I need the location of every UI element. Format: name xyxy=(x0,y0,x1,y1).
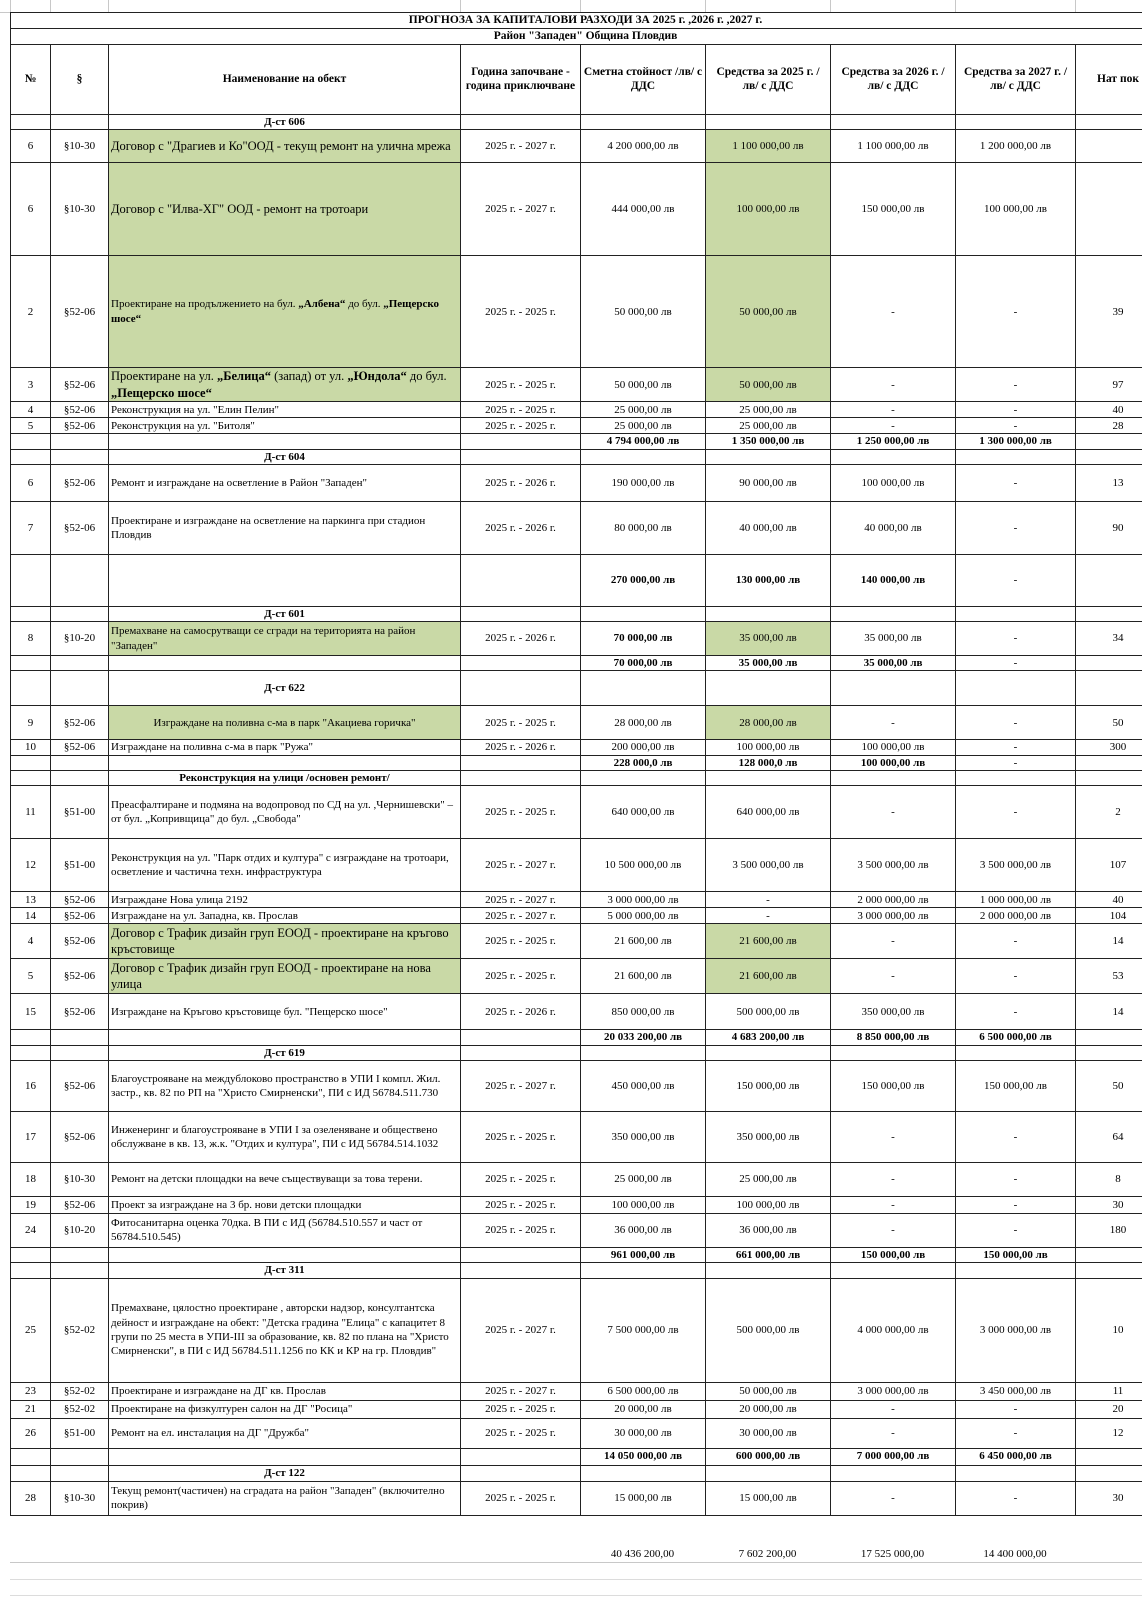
page-title: ПРОГНОЗА ЗА КАПИТАЛОВИ РАЗХОДИ ЗА 2025 г. ,2026 г. ,2027 г. xyxy=(11,13,1142,29)
table-row: 2 §52-06 Проектиране на продължението на бул. „Албена“ до бул. „Пещерско шосе“ 2025 г. - 2025 г. 50 000,00 лв 50 000,00 лв - - 39 xyxy=(11,256,1142,368)
subtotal-row: 70 000,00 лв 35 000,00 лв 35 000,00 лв - xyxy=(11,656,1142,671)
table-row: 5 §52-06 Реконструкция на ул. "Битоля" 2025 г. - 2025 г. 25 000,00 лв 25 000,00 лв - - 28 xyxy=(11,418,1142,434)
subtotal-row: 228 000,0 лв 128 000,0 лв 100 000,00 лв - xyxy=(11,755,1142,770)
section-label: Реконструкция на улици /основен ремонт/ xyxy=(109,771,461,786)
table-row: 6 §10-30 Договор с "Илва-ХГ" ООД - ремонт на тротоари 2025 г. - 2027 г. 444 000,00 лв 100 000,00 лв 150 000,00 лв 100 000,00 лв xyxy=(11,163,1142,256)
table-row: 10 §52-06 Изграждане на поливна с-ма в парк "Ружа" 2025 г. - 2026 г. 200 000,00 лв 100 000,00 лв 100 000,00 лв - 300 xyxy=(11,740,1142,755)
section-label: Д-ст 604 xyxy=(109,449,461,464)
title-row xyxy=(11,13,1142,29)
table-row: 9 §52-06 Изграждане на поливна с-ма в парк "Акациева горичка" 2025 г. - 2025 г. 28 000,00 лв 28 000,00 лв - - 50 xyxy=(11,706,1142,740)
table-row: 28 §10-30 Текущ ремонт(частичен) на сградата на район "Западен" (включително покрив) 2025 г. - 2025 г. 15 000,00 лв 15 000,00 лв - - 30 xyxy=(11,1481,1142,1515)
header-years: Година започване - година приключване xyxy=(461,44,581,114)
table-row: 6 §52-06 Ремонт и изграждане на осветление в Район "Западен" 2025 г. - 2026 г. 190 000,00 лв 90 000,00 лв 100 000,00 лв - 13 xyxy=(11,464,1142,501)
table-row: 6 §10-30 Договор с "Драгиев и Ко"ООД - текущ ремонт на улична мрежа 2025 г. - 2027 г. 4 200 000,00 лв 1 100 000,00 лв 1 100 000,00 лв 1 200 000,00 лв xyxy=(11,130,1142,163)
section-row xyxy=(11,1045,1142,1060)
header-extra: Нат пок xyxy=(1076,44,1142,114)
table-row: 3 §52-06 Проектиране на ул. „Белица“ (запад) от ул. „Юндола“ до бул. „Пещерско шосе“ 2025 г. - 2025 г. 50 000,00 лв 50 000,00 лв - - 97 xyxy=(11,368,1142,402)
empty-gridlines xyxy=(10,1562,1142,1599)
section-row xyxy=(11,606,1142,621)
header-row xyxy=(11,44,1142,114)
table-row: 4 §52-06 Договор с Трафик дизайн груп ЕООД - проектиране на кръгово кръстовище 2025 г. - 2025 г. 21 600,00 лв 21 600,00 лв - - 14 xyxy=(11,924,1142,959)
table-row: 16 §52-06 Благоустрояване на междублоково пространство в УПИ I компл. Жил. застр., кв. 82 по РП на "Христо Смирненски", ПИ с ИД 56784.511.730 2025 г. - 2027 г. 450 000,00 лв 150 000,00 лв 150 000,00 лв 150 000,00 лв 50 xyxy=(11,1060,1142,1111)
table-row: 21 §52-02 Проектиране на физкултурен салон на ДГ "Росица" 2025 г. - 2025 г. 20 000,00 лв 20 000,00 лв - - 20 xyxy=(11,1400,1142,1418)
subtitle-row xyxy=(11,28,1142,44)
header-2026: Средства за 2026 г. / лв/ с ДДС xyxy=(831,44,956,114)
subtotal-row: 961 000,00 лв 661 000,00 лв 150 000,00 лв 150 000,00 лв xyxy=(11,1247,1142,1262)
table-row: 25 §52-02 Премахване, цялостно проектиране , авторски надзор, консултантска дейност и изграждане на обект: "Детска градина "Елица" с капацитет 8 групи по 25 места в УПИ-III за образование, кв. 82 по плана на "Христо Смирненски", в ПИ с ИД 56784.511.1256 по КК и КР на гр. Пловдив" 2025 г. - 2027 г. 7 500 000,00 лв 500 000,00 лв 4 000 000,00 лв 3 000 000,00 лв 10 xyxy=(11,1278,1142,1382)
subtotal-row: 20 033 200,00 лв 4 683 200,00 лв 8 850 000,00 лв 6 500 000,00 лв xyxy=(11,1030,1142,1045)
section-row xyxy=(11,114,1142,129)
section-label: Д-ст 606 xyxy=(109,114,461,129)
section-label: Д-ст 619 xyxy=(109,1045,461,1060)
table-row: 18 §10-30 Ремонт на детски площадки на вече съществуващи за това терени. 2025 г. - 2025 г. 25 000,00 лв 25 000,00 лв - - 8 xyxy=(11,1162,1142,1196)
subtotal-row: 14 050 000,00 лв 600 000,00 лв 7 000 000,00 лв 6 450 000,00 лв xyxy=(11,1448,1142,1465)
section-row xyxy=(11,449,1142,464)
section-row xyxy=(11,771,1142,786)
table-row: 13 §52-06 Изграждане Нова улица 2192 2025 г. - 2027 г. 3 000 000,00 лв - 2 000 000,00 лв 1 000 000,00 лв 40 xyxy=(11,892,1142,908)
header-name: Наименование на обект xyxy=(109,44,461,114)
page-subtitle: Район "Западен" Община Пловдив xyxy=(11,28,1142,44)
grand-total-cost: 40 436 200,00 xyxy=(610,1548,675,1560)
table-row: 5 §52-06 Договор с Трафик дизайн груп ЕООД - проектиране на нова улица 2025 г. - 2025 г. 21 600,00 лв 21 600,00 лв - - 53 xyxy=(11,959,1142,994)
grand-total-2027: 14 400 000,00 xyxy=(983,1548,1047,1560)
header-2025: Средства за 2025 г. / лв/ с ДДС xyxy=(706,44,831,114)
section-row xyxy=(11,1465,1142,1481)
subtotal-row: 270 000,00 лв 130 000,00 лв 140 000,00 лв - xyxy=(11,554,1142,606)
object-name: Проектиране на ул. „Белица“ (запад) от ул. „Юндола“ до бул. „Пещерско шосе“ xyxy=(109,368,461,402)
table-row: 14 §52-06 Изграждане на ул. Западна, кв. Прослав 2025 г. - 2027 г. 5 000 000,00 лв - 3 000 000,00 лв 2 000 000,00 лв 104 xyxy=(11,908,1142,924)
section-label: Д-ст 601 xyxy=(109,606,461,621)
table-row: 15 §52-06 Изграждане на Кръгово кръстовище бул. "Пещерско шосе" 2025 г. - 2026 г. 850 000,00 лв 500 000,00 лв 350 000,00 лв - 14 xyxy=(11,994,1142,1030)
section-label: Д-ст 622 xyxy=(109,671,461,706)
grand-total-row xyxy=(10,1548,1142,1560)
grand-total-2026: 17 525 000,00 xyxy=(860,1548,925,1560)
table-row: 19 §52-06 Проект за изграждане на 3 бр. нови детски площадки 2025 г. - 2025 г. 100 000,00 лв 100 000,00 лв - - 30 xyxy=(11,1196,1142,1213)
header-no: № xyxy=(11,44,51,114)
table-row: 24 §10-20 Фитосанитарна оценка 70дка. В ПИ с ИД (56784.510.557 и част от 56784.510.545) 2025 г. - 2025 г. 36 000,00 лв 36 000,00 лв - - 180 xyxy=(11,1213,1142,1247)
header-2027: Средства за 2027 г. / лв/ с ДДС xyxy=(956,44,1076,114)
table-row: 23 §52-02 Проектиране и изграждане на ДГ кв. Прослав 2025 г. - 2027 г. 6 500 000,00 лв 50 000,00 лв 3 000 000,00 лв 3 450 000,00 лв 11 xyxy=(11,1382,1142,1400)
table-row: 26 §51-00 Ремонт на ел. инсталация на ДГ "Дружба" 2025 г. - 2025 г. 30 000,00 лв 30 000,00 лв - - 12 xyxy=(11,1418,1142,1448)
section-row xyxy=(11,1263,1142,1278)
table-row: 8 §10-20 Премахване на самосрутващи се сгради на територията на район "Западен" 2025 г. - 2026 г. 70 000,00 лв 35 000,00 лв 35 000,00 лв - 34 xyxy=(11,622,1142,656)
section-row xyxy=(11,671,1142,706)
table-row: 11 §51-00 Преасфалтиране и подмяна на водопровод по СД на ул. ,Чернишевски" – от бул. „Копривщица" до бул. „Свобода" 2025 г. - 2025 г. 640 000,00 лв 640 000,00 лв - - 2 xyxy=(11,786,1142,839)
table-row: 17 §52-06 Инженеринг и благоустрояване в УПИ I за озеленяване и обществено обслужване в кв. 13, ж.к. "Отдих и култура", ПИ с ИД 56784.514.1032 2025 г. - 2025 г. 350 000,00 лв 350 000,00 лв - - 64 xyxy=(11,1111,1142,1162)
grand-total-2025: 7 602 200,00 xyxy=(738,1548,797,1560)
header-cost: Сметна стойност /лв/ с ДДС xyxy=(581,44,706,114)
capital-expenditure-table xyxy=(10,12,1142,1516)
section-label: Д-ст 311 xyxy=(109,1263,461,1278)
object-name: Проектиране на продължението на бул. „Албена“ до бул. „Пещерско шосе“ xyxy=(109,256,461,368)
subtotal-row: 4 794 000,00 лв 1 350 000,00 лв 1 250 000,00 лв 1 300 000,00 лв xyxy=(11,434,1142,449)
table-row: 12 §51-00 Реконструкция на ул. "Парк отдих и култура" с изграждане на тротоари, осветление и частична техн. инфраструктура 2025 г. - 2027 г. 10 500 000,00 лв 3 500 000,00 лв 3 500 000,00 лв 3 500 000,00 лв 107 xyxy=(11,839,1142,892)
table-row: 4 §52-06 Реконструкция на ул. "Елин Пелин" 2025 г. - 2025 г. 25 000,00 лв 25 000,00 лв - - 40 xyxy=(11,402,1142,418)
section-label: Д-ст 122 xyxy=(109,1465,461,1481)
header-paragraph: § xyxy=(51,44,109,114)
table-row: 7 §52-06 Проектиране и изграждане на осветление на паркинга при стадион Пловдив 2025 г. - 2026 г. 80 000,00 лв 40 000,00 лв 40 000,00 лв - 90 xyxy=(11,501,1142,554)
